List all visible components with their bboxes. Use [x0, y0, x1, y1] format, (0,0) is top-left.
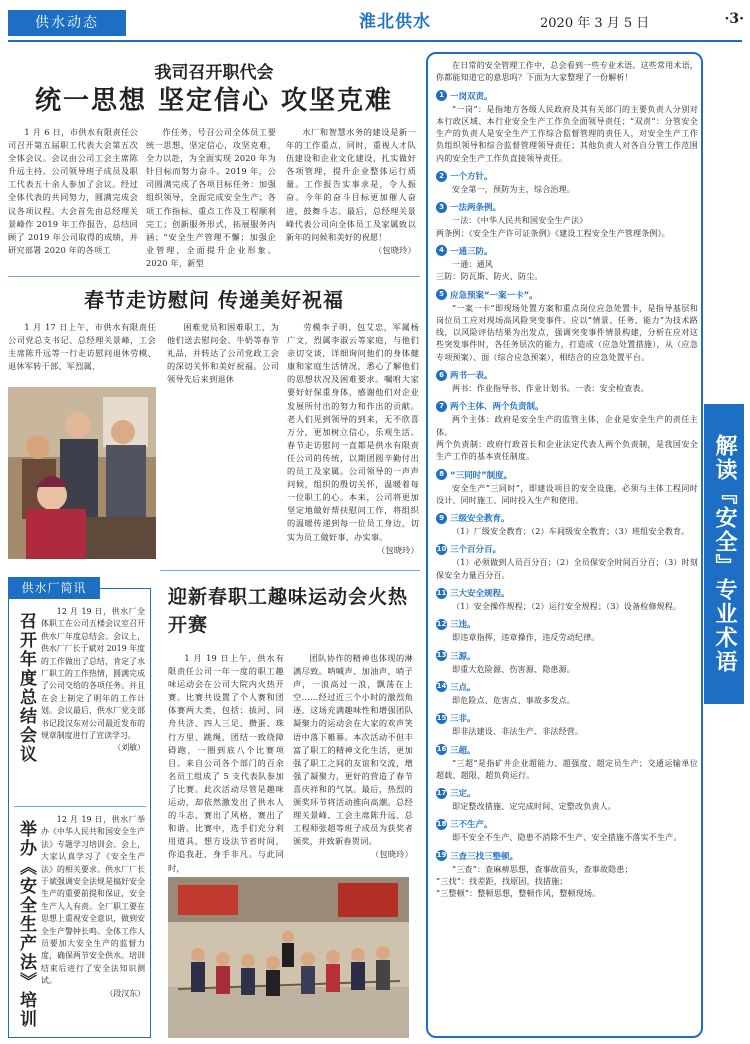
divider — [160, 570, 420, 571]
term-number: 6 — [436, 370, 447, 381]
term-text: “三查”：查麻痹思想，查事故苗头，查事故隐患； “三找”：找差距，找原因，找措施； “三整顿”：整顿思想，整顿作风，整顿现场。 — [436, 864, 633, 899]
term-text: “三超”是指矿井企业超能力、超强度、超定员生产；交通运输单位超载、超限、超负荷运行。 — [436, 758, 698, 780]
sports-photo — [168, 877, 409, 1038]
term-item — [436, 469, 698, 508]
term-title: 三不生产。 — [450, 820, 493, 831]
term-item — [436, 618, 698, 644]
brief-item2-byline: （段汉东） — [105, 988, 145, 998]
term-title: 三点。 — [450, 682, 476, 693]
term-number: 3 — [436, 202, 447, 213]
visit-photo — [8, 387, 156, 559]
article3-column-2-wrap — [293, 652, 413, 862]
article1-headline: 统一思想 坚定信心 攻坚克难 — [34, 86, 394, 116]
term-text: 即不安全不生产、隐患不消除不生产、安全措施不落实不生产。 — [452, 833, 682, 843]
terms-side-title: 解读『安全』专业术语 — [704, 404, 744, 704]
term-title: 三违。 — [450, 620, 476, 631]
brief-tab: 供水厂简讯 — [8, 577, 100, 599]
term-item — [436, 587, 698, 613]
article3-headline: 迎新春职工趣味运动会火热开赛 — [168, 586, 409, 636]
article3-column-2: 团队协作的精神也体现的淋漓尽致。呐喊声、加油声、哨子声，一浪高过一浪，飘荡在上空……经过近三个小时的激烈角逐，这场充满趣味性和增强团队凝聚力的运动会在大家的欢声笑语中落下帷幕。本次活动不但丰富了职工的精神文化生活，更加强了职工之间的友谊和交流，增强了凝聚力，更好的营造了春节喜庆祥和的气氛。最后，热烈的颁奖环节将活动推向高潮。总经理关景峰、工会主席陈升远、总工程师张超等班子成员为获奖者颁奖，并致新春贺词。 — [293, 653, 413, 847]
term-title: 一通三防。 — [450, 246, 493, 257]
term-number: 2 — [436, 171, 447, 182]
term-text: 一法：《中华人民共和国安全生产法》 两条例：《安全生产许可证条例》《建设工程安全生产管理条例》。 — [436, 216, 670, 238]
term-heading — [436, 681, 698, 693]
term-title: 两个主体、两个负责制。 — [450, 402, 544, 413]
term-number: 15 — [436, 713, 447, 722]
term-title: 三查三找三整顿。 — [450, 851, 519, 862]
term-item — [436, 850, 698, 901]
term-heading — [436, 650, 698, 662]
terms-column — [436, 60, 698, 901]
term-item — [436, 681, 698, 707]
section-tab: 供水动态 — [8, 10, 126, 36]
term-number: 10 — [436, 544, 447, 553]
article1-column-1: 1 月 6 日，市供水有限责任公司召开第五届职工代表大会第五次全体会议。会议由公司工会主席陈升远主持。公司领导班子成员及职工代表五十余人参加了会议。经过全体代表的共同努力，圆满完成会议各项议程。大会首先由总经理关景峰作 2019 年工作报告，总结回顾了 2019 年公司取得的成绩，并研究部署 2020 年的各项工 — [8, 127, 138, 255]
term-number: 17 — [436, 788, 447, 797]
term-heading — [436, 512, 698, 524]
term-number: 8 — [436, 469, 447, 480]
article2-column-1: 1 月 17 日上午，市供水有限责任公司党总支书记、总经理关景峰，工会主席陈升远等一行走访慰问退休劳模、退休军转干部、军烈属、 — [8, 322, 156, 372]
brief-item1 — [41, 606, 145, 755]
header-rule — [8, 40, 742, 42]
term-heading — [436, 618, 698, 630]
term-heading — [436, 469, 698, 481]
term-title: 一个方针。 — [450, 172, 493, 183]
article3-byline: （包晓玲） — [371, 849, 413, 860]
term-item — [436, 201, 698, 240]
term-item — [436, 543, 698, 582]
term-text: 安全第一，预防为主，综合治理。 — [452, 185, 575, 195]
term-text: 即非法建设、非法生产、非法经营。 — [452, 727, 584, 737]
term-title: 三级安全教育。 — [450, 514, 510, 525]
term-number: 16 — [436, 745, 447, 753]
term-title: 一岗双责。 — [450, 91, 493, 102]
term-title: 三源。 — [450, 651, 476, 662]
article3-column-1: 1 月 19 日上午，供水有限责任公司一年一度的职工趣味运动会在公司大院内火热开赛。比赛共设置了个人赛和团体赛两大类，包括：拔河、同舟共济、四人三足、攒蛋、珠行万里、跳绳，团结一致绕障碍跑，一圈到底八个比赛项目。来自公司各个部门的百余名员工组成了 5 支代表队参加了比赛。此次活动尽管是趣味运动，却依然激发出了供水人的斗志，赛出了风格，赛出了和谐。比赛中，选手们充分利用道具，想方设法节省时间，你追我赶，身手非凡。与此同时， — [168, 653, 284, 873]
term-title: 一法两条例。 — [450, 203, 502, 214]
article2-headline: 春节走访慰问 传递美好祝福 — [84, 288, 344, 312]
term-title: 三超。 — [450, 745, 476, 756]
term-item — [436, 650, 698, 676]
term-number: 9 — [436, 513, 447, 524]
term-item — [436, 818, 698, 844]
term-heading — [436, 543, 698, 555]
term-item — [436, 787, 698, 813]
term-heading — [436, 245, 698, 257]
sports-photo-image — [168, 877, 409, 1038]
article2-column-3-wrap — [287, 321, 419, 557]
term-item — [436, 245, 698, 284]
divider — [14, 806, 146, 807]
term-item — [436, 289, 698, 364]
term-text: 两个主体：政府是安全生产的监管主体，企业是安全生产的责任主体。 两个负责制：政府行政首长和企业法定代表人两个负责制，是我国安全生产工作的基本责任制度。 — [436, 415, 698, 462]
term-heading — [436, 587, 698, 599]
term-text: 即违章指挥，违章操作，违反劳动纪律。 — [452, 633, 600, 643]
term-text: （1）厂级安全教育；（2）车间级安全教育；（3）班组安全教育。 — [452, 527, 690, 537]
term-item — [436, 90, 698, 165]
term-title: 两书一表。 — [450, 371, 493, 382]
brief-item2 — [41, 814, 145, 1000]
term-heading — [436, 400, 698, 412]
term-item — [436, 369, 698, 395]
term-number: 5 — [436, 289, 447, 300]
term-number: 11 — [436, 588, 447, 597]
issue-date: 2020 年 3 月 5 日 — [540, 16, 650, 31]
term-heading — [436, 201, 698, 213]
brief-item1-byline: （刘敏） — [113, 743, 145, 753]
term-item — [436, 712, 698, 738]
term-heading — [436, 787, 698, 799]
term-title: 三个百分百。 — [450, 545, 502, 556]
term-heading — [436, 289, 698, 301]
article1-byline: （包晓玲） — [374, 244, 416, 255]
term-text: 即重大危险源、伤害源、隐患源。 — [452, 664, 575, 674]
term-heading — [436, 170, 698, 182]
term-heading — [436, 818, 698, 830]
term-title: 三定。 — [450, 789, 476, 800]
term-number: 14 — [436, 682, 447, 691]
term-text: 安全生产“三同时”，即建设项目的安全设施，必须与主体工程同时设计、同时施工、同时投入生产和使用。 — [436, 483, 698, 505]
term-text: 即危险点、危害点、事故多发点。 — [452, 695, 575, 705]
term-heading — [436, 712, 698, 724]
term-heading — [436, 744, 698, 756]
brief-item2-text: 12 月 19 日，供水厂举办《中华人民共和国安全生产法》专题学习培训会。会上，大家认真学习了《安全生产法》的相关要求。供水厂厂长于斌强调安全法规是搞好安全生产的重要前提和保证，安全生产人人有责。全厂职工要在思想上重视安全意识，做到安全生产警钟长鸣。全体工作人员要加大安全生产的监督力度，确保两节安全供水。培训结束后进行了安全法知识测试。 — [41, 815, 145, 986]
term-number: 12 — [436, 619, 447, 628]
article1-column-3-wrap — [286, 126, 416, 257]
visit-photo-image — [8, 387, 156, 559]
article2-byline: （包晓玲） — [377, 544, 419, 555]
term-text: 即定整改措施、定完成时间、定整改负责人。 — [452, 802, 616, 812]
term-number: 7 — [436, 401, 447, 412]
brief-item2-title: 举办《安全生产法》培训 — [16, 820, 36, 1029]
term-title: 三非。 — [450, 714, 476, 725]
terms-list — [436, 90, 698, 901]
term-heading — [436, 369, 698, 381]
article2-column-3: 劳模李子明、包艾忠，军属杨广文，烈属李淑云等家庭，与他们亲切交谈，详细询问他们的身体健康和家庭生活情况，悉心了解他们的思想状况及困难要求。嘱咐大家要好好保重身体，感谢他们对企业发展所付出的努力和作出的贡献。老人们见到领导的到来，无不欣喜万分，更加树立信心，乐观生活。春节走访慰问一直都是供水有限责任公司的传统，以期团圆辛勤付出的员工及家属。公司领导的一声声问候，组织的殷切关怀，温暖着每一位职工的心。本来，公司将更加坚定地做好帮扶慰问工作，将组织的温暖传递到每一位员工身边，切实为员工做好事、办实事。 — [287, 322, 419, 542]
term-number: 18 — [436, 819, 447, 828]
term-title: 应急预案“一案一卡”。 — [450, 290, 538, 301]
term-heading — [436, 850, 698, 862]
brief-item1-title: 召开年度总结会议 — [16, 612, 36, 764]
newspaper-name: 淮北供水 — [359, 12, 431, 32]
term-heading — [436, 90, 698, 102]
brief-item1-text: 12 月 19 日，供水厂全体职工在公司五楼会议室召开供水厂年度总结会。会议上，供水厂厂长于斌对 2019 年度的工作做出了总结，肯定了水厂职工的工作热情，圆满完成了公司交给的各项任务。并且在会上制定了明年的工作计划。会议最后，供水厂党支部书记段汉东对公司最近发布的规章制度进行了宣读学习。 — [41, 607, 146, 741]
term-item — [436, 512, 698, 538]
term-item — [436, 170, 698, 196]
term-number: 13 — [436, 651, 447, 660]
divider — [8, 276, 420, 277]
term-number: 4 — [436, 245, 447, 256]
term-number: 19 — [436, 851, 447, 860]
article1-column-3: 水厂和智慧水务的建设是新一年的工作重点，同时，重视人才队伍建设和企业文化建设，扎实做好各项管理，提升企业整体运行质量。工作报告实事求是，令人振奋。今年的奋斗目标更加催人奋进，鼓舞斗志。最后，总经理关景峰代表公司向全体员工及家属致以新年的问候和美好的祝愿！ — [286, 127, 416, 242]
page-number: ·3· — [724, 11, 744, 27]
term-text: （1）安全操作规程；（2）运行安全规程；（3）设备检修规程。 — [452, 602, 682, 612]
article1-kicker: 我司召开职代会 — [154, 63, 274, 83]
term-item — [436, 744, 698, 783]
terms-intro: 在日常的安全管理工作中，总会看到一些专业术语。这些常用术语，你都能知道它的意思吗？下面为大家整理了一份解析！ — [436, 61, 698, 83]
article2-column-2: 困难党员和困难职工，为他们送去慰问金、牛奶等春节礼品，并转达了公司党政工会的深切关怀和美好祝福。公司领导先后来到退休 — [167, 322, 279, 385]
term-text: “一案一卡”即现场处置方案和重点岗位应急处置卡，是指导基层和岗位员工应对现场高风险突变事件。应以“情景、任务、能力”为技术路线，以风险评估结果为出发点，强调突变事件情景构建，分析在应对这些突发事件时，各任务层次的能力，打造成（应急处置措施），从（应急专项预案）、面（综合应急预案），相结合的应急处置平台。 — [436, 303, 698, 362]
term-text: （1）必须做到人员百分百；（2）全员保安全时间百分百；（3）时刻保安全力量百分百。 — [436, 558, 698, 580]
article1-column-2: 作任务，号召公司全体员工要统一思想，坚定信心，攻坚克难，全力以赴，为全面实现 2020 年为针目标而努力奋斗。2019 年，公司圆满完成了各项目标任务：加强组织领导，全面完成安全生产；各项工作指标、重点工作及工程顺利完工；创新服务形式，拓展服务内涵；“安全生产管理不懈；加强企业管理，全面提升企业形象。2020 年，新型 — [146, 127, 276, 268]
term-text: “一岗”：是指地方各级人民政府及其有关部门的主要负责人分别对本行政区域、本行业安全生产工作负全面领导责任；“双责”：分管安全生产的负责人是安全生产工作综合监督管理的责任人，对安全生产工作负组织领导和综合监督管理领导责任；其他负责人对各自分管工作范围内的安全生产工作负直接领导责任。 — [436, 104, 698, 163]
term-number: 1 — [436, 90, 447, 101]
term-text: 两书：作业指导书、作业计划书。一表：安全检查表。 — [452, 384, 649, 394]
term-text: 一通：通风 三防：防瓦斯、防火、防尘。 — [436, 259, 543, 282]
term-title: “三同时”制度。 — [450, 470, 513, 481]
term-item — [436, 400, 698, 463]
term-title: 三大安全规程。 — [450, 589, 510, 600]
